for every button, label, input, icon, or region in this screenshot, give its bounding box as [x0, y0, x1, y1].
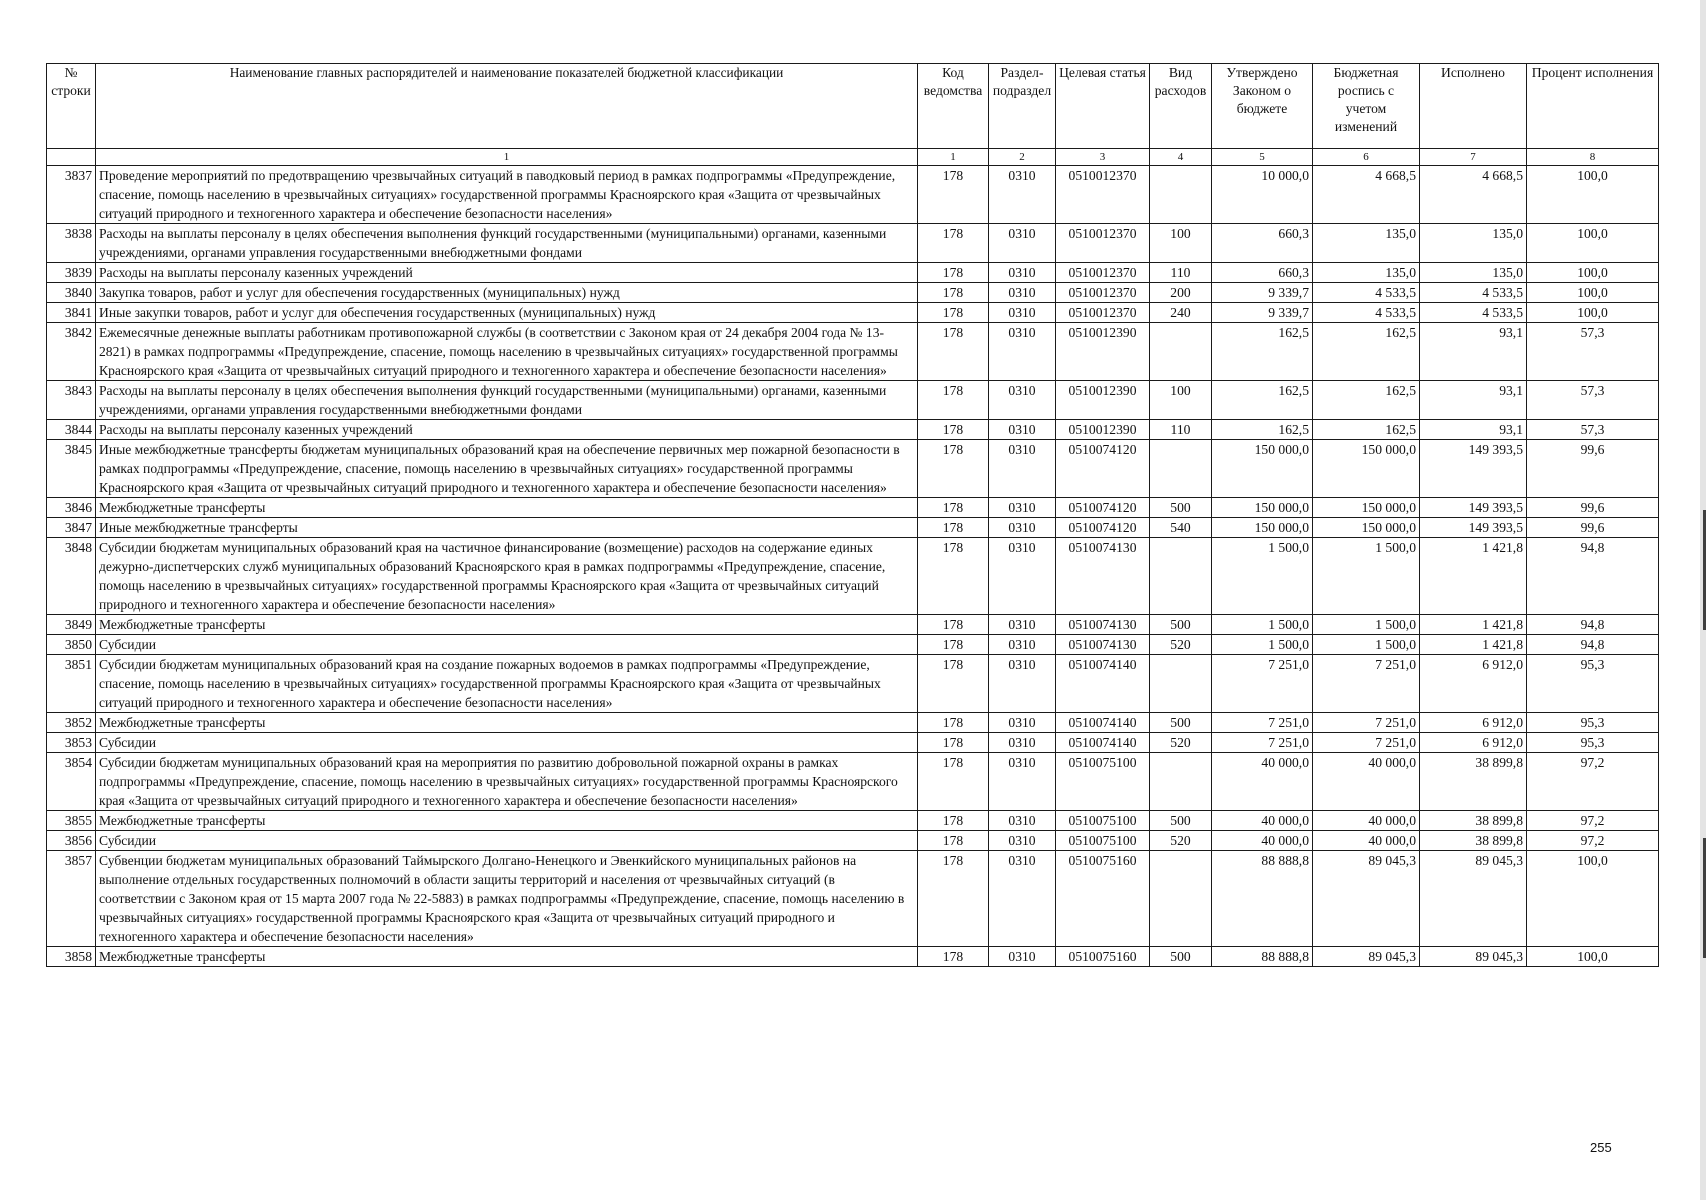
- row-executed: 135,0: [1420, 263, 1527, 283]
- row-name: Расходы на выплаты персоналу казенных учреждений: [96, 263, 918, 283]
- row-name: Межбюджетные трансферты: [96, 713, 918, 733]
- row-section: 0310: [989, 440, 1056, 498]
- row-approved: 9 339,7: [1212, 303, 1313, 323]
- row-percent: 100,0: [1527, 166, 1659, 224]
- row-expense-type: 110: [1150, 263, 1212, 283]
- row-number: 3857: [47, 851, 96, 947]
- row-target-article: 0510074120: [1056, 440, 1150, 498]
- row-percent: 99,6: [1527, 518, 1659, 538]
- row-executed: 93,1: [1420, 420, 1527, 440]
- row-expense-type: 500: [1150, 811, 1212, 831]
- header-target-article: Целевая статья: [1056, 64, 1150, 149]
- row-approved: 7 251,0: [1212, 655, 1313, 713]
- row-percent: 94,8: [1527, 635, 1659, 655]
- row-section: 0310: [989, 303, 1056, 323]
- row-approved: 150 000,0: [1212, 440, 1313, 498]
- row-number: 3856: [47, 831, 96, 851]
- header-executed: Исполнено: [1420, 64, 1527, 149]
- row-percent: 97,2: [1527, 753, 1659, 811]
- table-row: [47, 733, 1659, 753]
- row-budget-schedule: 40 000,0: [1313, 811, 1420, 831]
- row-number: 3853: [47, 733, 96, 753]
- table-row: [47, 538, 1659, 615]
- header-expense-type: Вид расходов: [1150, 64, 1212, 149]
- row-approved: 40 000,0: [1212, 753, 1313, 811]
- row-department-code: 178: [918, 655, 989, 713]
- row-name: Расходы на выплаты персоналу в целях обеспечения выполнения функций государственными (муниципальными) органами, казенными учреждениями, органами управления государственными внебюджетными фондами: [96, 224, 918, 263]
- row-name: Субсидии: [96, 635, 918, 655]
- row-percent: 97,2: [1527, 811, 1659, 831]
- row-budget-schedule: 4 668,5: [1313, 166, 1420, 224]
- row-budget-schedule: 89 045,3: [1313, 947, 1420, 967]
- row-expense-type: 500: [1150, 947, 1212, 967]
- row-target-article: 0510074120: [1056, 498, 1150, 518]
- row-expense-type: 500: [1150, 498, 1212, 518]
- row-percent: 57,3: [1527, 381, 1659, 420]
- row-department-code: 178: [918, 947, 989, 967]
- row-section: 0310: [989, 420, 1056, 440]
- row-section: 0310: [989, 615, 1056, 635]
- header-budget-schedule: Бюджетная роспись с учетом изменений: [1313, 64, 1420, 149]
- row-budget-schedule: 162,5: [1313, 420, 1420, 440]
- row-number: 3846: [47, 498, 96, 518]
- row-percent: 95,3: [1527, 733, 1659, 753]
- row-executed: 93,1: [1420, 381, 1527, 420]
- row-percent: 100,0: [1527, 283, 1659, 303]
- table-row: [47, 224, 1659, 263]
- row-executed: 1 421,8: [1420, 538, 1527, 615]
- row-section: 0310: [989, 851, 1056, 947]
- row-expense-type: [1150, 323, 1212, 381]
- row-expense-type: 100: [1150, 381, 1212, 420]
- header-approved: Утверждено Законом о бюджете: [1212, 64, 1313, 149]
- row-name: Межбюджетные трансферты: [96, 615, 918, 635]
- row-number: 3854: [47, 753, 96, 811]
- table-row: [47, 381, 1659, 420]
- row-budget-schedule: 1 500,0: [1313, 538, 1420, 615]
- row-name: Межбюджетные трансферты: [96, 498, 918, 518]
- row-target-article: 0510012370: [1056, 166, 1150, 224]
- header-name: Наименование главных распорядителей и наименование показателей бюджетной классификации: [96, 64, 918, 149]
- header-percent: Процент исполнения: [1527, 64, 1659, 149]
- row-number: 3841: [47, 303, 96, 323]
- row-approved: 660,3: [1212, 224, 1313, 263]
- row-department-code: 178: [918, 615, 989, 635]
- row-section: 0310: [989, 713, 1056, 733]
- row-expense-type: [1150, 753, 1212, 811]
- row-department-code: 178: [918, 303, 989, 323]
- page-number: 255: [1590, 1140, 1612, 1155]
- row-section: 0310: [989, 831, 1056, 851]
- row-number: 3855: [47, 811, 96, 831]
- table-row: [47, 655, 1659, 713]
- row-approved: 162,5: [1212, 381, 1313, 420]
- row-target-article: 0510012390: [1056, 323, 1150, 381]
- row-section: 0310: [989, 518, 1056, 538]
- row-number: 3850: [47, 635, 96, 655]
- row-target-article: 0510074140: [1056, 655, 1150, 713]
- row-executed: 38 899,8: [1420, 753, 1527, 811]
- row-target-article: 0510075100: [1056, 831, 1150, 851]
- row-department-code: 178: [918, 851, 989, 947]
- row-department-code: 178: [918, 635, 989, 655]
- budget-execution-table: [46, 63, 1659, 967]
- row-department-code: 178: [918, 263, 989, 283]
- table-row: [47, 831, 1659, 851]
- row-executed: 135,0: [1420, 224, 1527, 263]
- row-executed: 38 899,8: [1420, 811, 1527, 831]
- row-approved: 88 888,8: [1212, 851, 1313, 947]
- row-executed: 4 533,5: [1420, 303, 1527, 323]
- column-number: 8: [1527, 149, 1659, 166]
- row-department-code: 178: [918, 420, 989, 440]
- row-section: 0310: [989, 498, 1056, 518]
- row-executed: 4 668,5: [1420, 166, 1527, 224]
- row-section: 0310: [989, 811, 1056, 831]
- row-expense-type: 240: [1150, 303, 1212, 323]
- row-expense-type: 200: [1150, 283, 1212, 303]
- row-budget-schedule: 4 533,5: [1313, 303, 1420, 323]
- row-name: Субвенции бюджетам муниципальных образований Таймырского Долгано-Ненецкого и Эвенкийского муниципальных районов на выполнение отдельных государственных полномочий в области защиты территорий и населения от чрезвычайных ситуаций (в соответствии с Законом края от 15 марта 2007 года № 22-5883) в рамках подпрограммы «Предупреждение, спасение, помощь населению в чрезвычайных ситуациях» государственной программы Красноярского края «Защита от чрезвычайных ситуаций природного и техногенного характера и обеспечение безопасности населения»: [96, 851, 918, 947]
- row-executed: 38 899,8: [1420, 831, 1527, 851]
- row-section: 0310: [989, 538, 1056, 615]
- row-number: 3843: [47, 381, 96, 420]
- row-name: Субсидии бюджетам муниципальных образований края на создание пожарных водоемов в рамках подпрограммы «Предупреждение, спасение, помощь населению в чрезвычайных ситуациях» государственной программы Красноярского края «Защита от чрезвычайных ситуаций природного и техногенного характера и обеспечение безопасности населения»: [96, 655, 918, 713]
- row-percent: 100,0: [1527, 303, 1659, 323]
- row-expense-type: [1150, 440, 1212, 498]
- row-number: 3842: [47, 323, 96, 381]
- row-name: Расходы на выплаты персоналу казенных учреждений: [96, 420, 918, 440]
- row-budget-schedule: 135,0: [1313, 224, 1420, 263]
- row-department-code: 178: [918, 224, 989, 263]
- table-row: [47, 440, 1659, 498]
- row-department-code: 178: [918, 811, 989, 831]
- column-number: 1: [96, 149, 918, 166]
- row-target-article: 0510074140: [1056, 713, 1150, 733]
- row-budget-schedule: 40 000,0: [1313, 831, 1420, 851]
- row-executed: 149 393,5: [1420, 498, 1527, 518]
- row-target-article: 0510075160: [1056, 947, 1150, 967]
- row-budget-schedule: 89 045,3: [1313, 851, 1420, 947]
- table-row: [47, 947, 1659, 967]
- row-name: Закупка товаров, работ и услуг для обеспечения государственных (муниципальных) нужд: [96, 283, 918, 303]
- table-row: [47, 323, 1659, 381]
- row-executed: 1 421,8: [1420, 615, 1527, 635]
- row-percent: 95,3: [1527, 655, 1659, 713]
- row-section: 0310: [989, 224, 1056, 263]
- row-department-code: 178: [918, 733, 989, 753]
- row-percent: 99,6: [1527, 498, 1659, 518]
- row-department-code: 178: [918, 753, 989, 811]
- row-number: 3852: [47, 713, 96, 733]
- row-section: 0310: [989, 381, 1056, 420]
- row-expense-type: [1150, 655, 1212, 713]
- row-name: Проведение мероприятий по предотвращению чрезвычайных ситуаций в паводковый период в рамках подпрограммы «Предупреждение, спасение, помощь населению в чрезвычайных ситуациях» государственной программы Красноярского края «Защита от чрезвычайных ситуаций природного и техногенного характера и обеспечение безопасности населения»: [96, 166, 918, 224]
- header-department-code: Код ведомства: [918, 64, 989, 149]
- row-target-article: 0510012390: [1056, 381, 1150, 420]
- column-number: 2: [989, 149, 1056, 166]
- row-target-article: 0510075160: [1056, 851, 1150, 947]
- row-department-code: 178: [918, 283, 989, 303]
- row-expense-type: 500: [1150, 713, 1212, 733]
- row-name: Иные межбюджетные трансферты: [96, 518, 918, 538]
- row-expense-type: 110: [1150, 420, 1212, 440]
- document-sheet: [46, 63, 1659, 967]
- row-target-article: 0510075100: [1056, 811, 1150, 831]
- table-row: [47, 753, 1659, 811]
- row-target-article: 0510012390: [1056, 420, 1150, 440]
- row-approved: 1 500,0: [1212, 615, 1313, 635]
- row-section: 0310: [989, 753, 1056, 811]
- row-budget-schedule: 4 533,5: [1313, 283, 1420, 303]
- row-department-code: 178: [918, 498, 989, 518]
- row-department-code: 178: [918, 381, 989, 420]
- row-executed: 6 912,0: [1420, 733, 1527, 753]
- row-section: 0310: [989, 655, 1056, 713]
- row-budget-schedule: 135,0: [1313, 263, 1420, 283]
- row-percent: 57,3: [1527, 323, 1659, 381]
- row-target-article: 0510012370: [1056, 263, 1150, 283]
- row-budget-schedule: 1 500,0: [1313, 615, 1420, 635]
- row-section: 0310: [989, 263, 1056, 283]
- row-executed: 6 912,0: [1420, 713, 1527, 733]
- row-number: 3849: [47, 615, 96, 635]
- row-department-code: 178: [918, 518, 989, 538]
- row-executed: 6 912,0: [1420, 655, 1527, 713]
- row-percent: 94,8: [1527, 538, 1659, 615]
- row-target-article: 0510074130: [1056, 538, 1150, 615]
- table-row: [47, 303, 1659, 323]
- row-expense-type: 520: [1150, 635, 1212, 655]
- table-body: [47, 166, 1659, 967]
- row-budget-schedule: 40 000,0: [1313, 753, 1420, 811]
- row-section: 0310: [989, 635, 1056, 655]
- row-target-article: 0510012370: [1056, 303, 1150, 323]
- row-target-article: 0510012370: [1056, 224, 1150, 263]
- table-row: [47, 851, 1659, 947]
- column-number: 1: [918, 149, 989, 166]
- table-row: [47, 811, 1659, 831]
- row-number: 3840: [47, 283, 96, 303]
- row-number: 3838: [47, 224, 96, 263]
- row-target-article: 0510074130: [1056, 615, 1150, 635]
- row-target-article: 0510012370: [1056, 283, 1150, 303]
- row-percent: 97,2: [1527, 831, 1659, 851]
- row-approved: 1 500,0: [1212, 538, 1313, 615]
- row-approved: 150 000,0: [1212, 518, 1313, 538]
- row-executed: 149 393,5: [1420, 440, 1527, 498]
- table-header-row: [47, 64, 1659, 149]
- row-executed: 1 421,8: [1420, 635, 1527, 655]
- row-percent: 100,0: [1527, 224, 1659, 263]
- row-expense-type: 520: [1150, 733, 1212, 753]
- column-number: 5: [1212, 149, 1313, 166]
- row-name: Ежемесячные денежные выплаты работникам противопожарной службы (в соответствии с Законом края от 24 декабря 2004 года № 13-2821) в рамках подпрограммы «Предупреждение, спасение, помощь населению в чрезвычайных ситуациях» государственной программы Красноярского края «Защита от чрезвычайных ситуаций природного и техногенного характера и обеспечение безопасности населения»: [96, 323, 918, 381]
- row-budget-schedule: 7 251,0: [1313, 655, 1420, 713]
- row-budget-schedule: 150 000,0: [1313, 498, 1420, 518]
- column-number: 4: [1150, 149, 1212, 166]
- table-row: [47, 283, 1659, 303]
- column-number: [47, 149, 96, 166]
- row-percent: 57,3: [1527, 420, 1659, 440]
- row-number: 3839: [47, 263, 96, 283]
- row-name: Субсидии бюджетам муниципальных образований края на частичное финансирование (возмещение) расходов на содержание единых дежурно-диспетчерских служб муниципальных образований Красноярского края в рамках подпрограммы «Предупреждение, спасение, помощь населению в чрезвычайных ситуациях» государственной программы Красноярского края «Защита от чрезвычайных ситуаций природного и техногенного характера и обеспечение безопасности населения»: [96, 538, 918, 615]
- row-percent: 100,0: [1527, 263, 1659, 283]
- row-target-article: 0510074120: [1056, 518, 1150, 538]
- column-number: 3: [1056, 149, 1150, 166]
- row-number: 3845: [47, 440, 96, 498]
- table-row: [47, 420, 1659, 440]
- row-target-article: 0510074140: [1056, 733, 1150, 753]
- row-approved: 40 000,0: [1212, 831, 1313, 851]
- row-percent: 99,6: [1527, 440, 1659, 498]
- row-executed: 149 393,5: [1420, 518, 1527, 538]
- row-executed: 93,1: [1420, 323, 1527, 381]
- row-name: Иные закупки товаров, работ и услуг для обеспечения государственных (муниципальных) нужд: [96, 303, 918, 323]
- row-budget-schedule: 7 251,0: [1313, 733, 1420, 753]
- row-name: Субсидии: [96, 733, 918, 753]
- column-number-row: [47, 149, 1659, 166]
- row-department-code: 178: [918, 538, 989, 615]
- row-target-article: 0510075100: [1056, 753, 1150, 811]
- row-budget-schedule: 7 251,0: [1313, 713, 1420, 733]
- header-section: Раздел-подраздел: [989, 64, 1056, 149]
- row-expense-type: [1150, 538, 1212, 615]
- header-row-number: № строки: [47, 64, 96, 149]
- row-department-code: 178: [918, 440, 989, 498]
- row-executed: 89 045,3: [1420, 851, 1527, 947]
- row-name: Межбюджетные трансферты: [96, 947, 918, 967]
- table-row: [47, 615, 1659, 635]
- row-percent: 100,0: [1527, 947, 1659, 967]
- row-budget-schedule: 150 000,0: [1313, 518, 1420, 538]
- row-executed: 89 045,3: [1420, 947, 1527, 967]
- table-row: [47, 166, 1659, 224]
- row-approved: 9 339,7: [1212, 283, 1313, 303]
- row-name: Межбюджетные трансферты: [96, 811, 918, 831]
- row-executed: 4 533,5: [1420, 283, 1527, 303]
- row-approved: 660,3: [1212, 263, 1313, 283]
- column-number: 6: [1313, 149, 1420, 166]
- row-expense-type: 500: [1150, 615, 1212, 635]
- row-section: 0310: [989, 283, 1056, 303]
- row-approved: 88 888,8: [1212, 947, 1313, 967]
- row-expense-type: [1150, 851, 1212, 947]
- row-budget-schedule: 1 500,0: [1313, 635, 1420, 655]
- row-section: 0310: [989, 733, 1056, 753]
- row-percent: 100,0: [1527, 851, 1659, 947]
- row-expense-type: 100: [1150, 224, 1212, 263]
- row-department-code: 178: [918, 831, 989, 851]
- row-section: 0310: [989, 166, 1056, 224]
- row-approved: 10 000,0: [1212, 166, 1313, 224]
- row-name: Субсидии бюджетам муниципальных образований края на мероприятия по развитию добровольной пожарной охраны в рамках подпрограммы «Предупреждение, спасение, помощь населению в чрезвычайных ситуациях» государственной программы Красноярского края «Защита от чрезвычайных ситуаций природного и техногенного характера и обеспечение безопасности населения»: [96, 753, 918, 811]
- row-department-code: 178: [918, 323, 989, 381]
- row-approved: 162,5: [1212, 323, 1313, 381]
- row-approved: 1 500,0: [1212, 635, 1313, 655]
- row-expense-type: 520: [1150, 831, 1212, 851]
- row-budget-schedule: 150 000,0: [1313, 440, 1420, 498]
- row-budget-schedule: 162,5: [1313, 323, 1420, 381]
- table-row: [47, 263, 1659, 283]
- table-row: [47, 498, 1659, 518]
- row-expense-type: 540: [1150, 518, 1212, 538]
- row-expense-type: [1150, 166, 1212, 224]
- row-department-code: 178: [918, 713, 989, 733]
- row-number: 3851: [47, 655, 96, 713]
- row-number: 3858: [47, 947, 96, 967]
- row-name: Иные межбюджетные трансферты бюджетам муниципальных образований края на обеспечение первичных мер пожарной безопасности в рамках подпрограммы «Предупреждение, спасение, помощь населению в чрезвычайных ситуациях» государственной программы Красноярского края «Защита от чрезвычайных ситуаций природного и техногенного характера и обеспечение безопасности населения»: [96, 440, 918, 498]
- row-approved: 150 000,0: [1212, 498, 1313, 518]
- table-row: [47, 635, 1659, 655]
- table-row: [47, 713, 1659, 733]
- row-section: 0310: [989, 323, 1056, 381]
- row-number: 3844: [47, 420, 96, 440]
- row-number: 3848: [47, 538, 96, 615]
- row-approved: 7 251,0: [1212, 713, 1313, 733]
- row-budget-schedule: 162,5: [1313, 381, 1420, 420]
- row-department-code: 178: [918, 166, 989, 224]
- row-section: 0310: [989, 947, 1056, 967]
- row-percent: 95,3: [1527, 713, 1659, 733]
- row-number: 3847: [47, 518, 96, 538]
- row-number: 3837: [47, 166, 96, 224]
- row-target-article: 0510074130: [1056, 635, 1150, 655]
- row-approved: 162,5: [1212, 420, 1313, 440]
- row-approved: 7 251,0: [1212, 733, 1313, 753]
- row-name: Расходы на выплаты персоналу в целях обеспечения выполнения функций государственными (муниципальными) органами, казенными учреждениями, органами управления государственными внебюджетными фондами: [96, 381, 918, 420]
- row-name: Субсидии: [96, 831, 918, 851]
- table-row: [47, 518, 1659, 538]
- column-number: 7: [1420, 149, 1527, 166]
- row-approved: 40 000,0: [1212, 811, 1313, 831]
- row-percent: 94,8: [1527, 615, 1659, 635]
